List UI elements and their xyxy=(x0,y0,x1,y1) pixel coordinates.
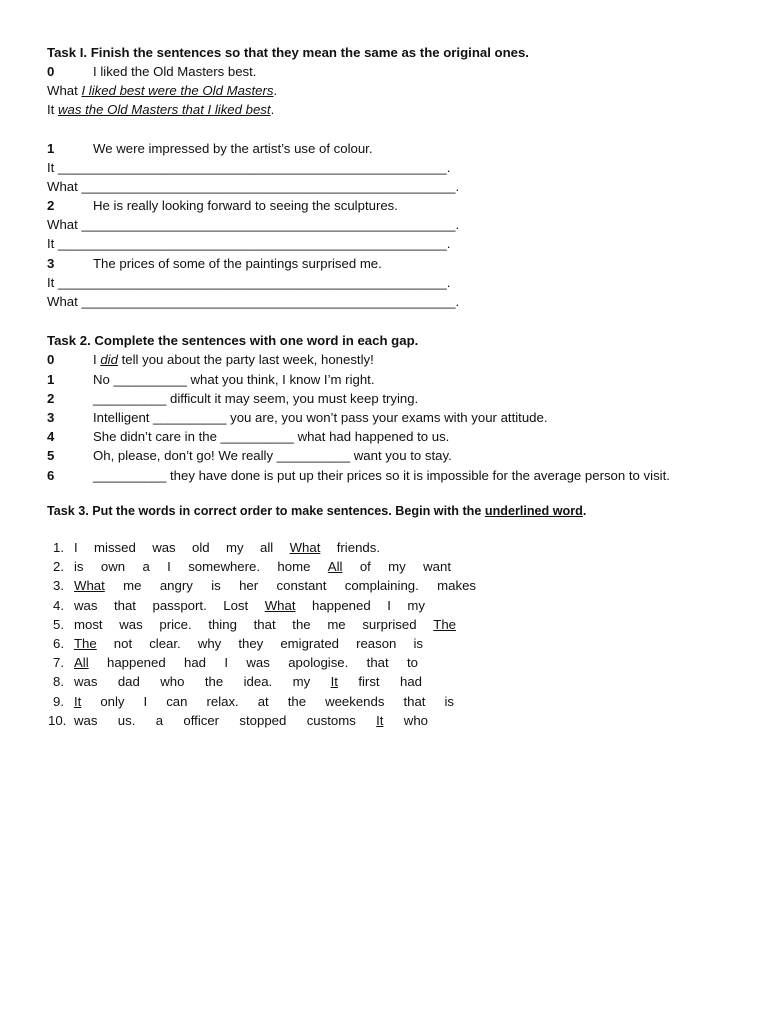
task3-word[interactable]: want xyxy=(423,559,451,575)
task3-word[interactable]: dad xyxy=(117,674,140,690)
task3-word[interactable]: is xyxy=(211,578,221,594)
task3-word[interactable]: relax. xyxy=(206,693,239,709)
task1-example-line1-end: . xyxy=(273,83,278,98)
task3-item-number: 7. xyxy=(53,655,64,671)
task3-word[interactable]: I xyxy=(74,540,78,555)
task3-heading-end: . xyxy=(582,504,587,518)
task3-word[interactable]: Lost xyxy=(223,597,249,613)
task1-answer-line[interactable]: It _____________________________________________________. xyxy=(47,236,451,251)
task3-word[interactable]: was xyxy=(119,616,143,632)
task3-word[interactable]: I xyxy=(387,597,391,613)
task3-word[interactable]: they xyxy=(238,636,264,651)
task3-word[interactable]: surprised xyxy=(362,616,417,632)
task3-start-word[interactable]: It xyxy=(376,712,384,728)
task1-item xyxy=(0,196,768,215)
task3-word[interactable]: officer xyxy=(183,712,220,728)
task3-word[interactable]: friends. xyxy=(336,540,380,555)
task3-word[interactable]: first xyxy=(358,674,380,690)
task3-word[interactable]: somewhere. xyxy=(188,559,261,575)
task2-example-after: tell you about the party last week, honestly! xyxy=(117,352,374,367)
task2-item-number: 1 xyxy=(47,372,55,387)
task3-item-number: 10. xyxy=(48,712,67,728)
task3-word[interactable]: was xyxy=(246,655,270,671)
task3-start-word[interactable]: All xyxy=(327,559,343,575)
task2-item-number: 3 xyxy=(47,410,55,425)
task3-item xyxy=(0,711,768,730)
task2-heading: Task 2. Complete the sentences with one word in each gap. xyxy=(47,333,419,348)
task3-start-word[interactable]: The xyxy=(74,636,97,651)
task3-word[interactable]: at xyxy=(257,693,269,709)
task3-word[interactable]: my xyxy=(292,674,311,690)
task3-word[interactable]: the xyxy=(287,693,307,709)
task3-start-word[interactable]: It xyxy=(74,693,82,709)
task3-start-word[interactable]: What xyxy=(74,578,105,594)
task2-item xyxy=(0,446,768,465)
task1-example-line2-answer: was the Old Masters that I liked best xyxy=(58,102,271,117)
task3-item xyxy=(0,692,768,711)
task2-item-number: 6 xyxy=(47,468,55,483)
task3-word[interactable]: I xyxy=(167,559,171,575)
task3-word[interactable]: why xyxy=(197,636,222,651)
task3-word[interactable]: customs xyxy=(306,712,356,728)
task3-word[interactable]: was xyxy=(74,597,98,613)
task3-word[interactable]: I xyxy=(224,655,229,671)
task3-heading-underlined: underlined word xyxy=(484,504,583,518)
task1-example-line1 xyxy=(47,81,277,100)
task3-heading-text: Task 3. Put the words in correct order to make sentences. Begin with the xyxy=(47,504,485,518)
task3-word[interactable]: price. xyxy=(159,616,192,632)
task1-item-number: 1 xyxy=(47,141,55,156)
task3-word[interactable]: happened xyxy=(312,597,371,613)
task1-example-line1-prefix: What xyxy=(47,83,82,98)
task3-word[interactable]: makes xyxy=(437,578,476,594)
task2-item-text[interactable]: She didn’t care in the __________ what had happened to us. xyxy=(93,429,450,444)
task1-example-line2-end: . xyxy=(270,102,275,117)
task3-word[interactable]: my xyxy=(226,540,244,555)
task3-word[interactable]: home xyxy=(277,559,311,575)
task1-item-number: 2 xyxy=(47,198,55,213)
task3-start-word[interactable]: It xyxy=(330,674,338,690)
task2-item xyxy=(0,408,768,427)
task3-item xyxy=(0,538,768,557)
task3-word[interactable]: is xyxy=(74,559,84,575)
task3-word[interactable]: most xyxy=(74,616,103,632)
task3-item-number: 8. xyxy=(53,674,64,690)
task3-word[interactable]: me xyxy=(327,616,346,632)
task3-item-number: 2. xyxy=(53,559,64,575)
task2-item-number: 2 xyxy=(47,391,55,406)
task3-word[interactable]: is xyxy=(444,693,454,709)
task2-item-text[interactable]: Oh, please, don’t go! We really __________ want you to stay. xyxy=(93,448,452,463)
task3-word[interactable]: to xyxy=(407,655,418,671)
task2-item xyxy=(0,466,768,485)
task3-word[interactable]: is xyxy=(413,636,423,651)
task3-word[interactable]: reason xyxy=(356,636,397,651)
task1-answer-line[interactable]: What ___________________________________________________. xyxy=(47,179,460,194)
task1-example-sentence: I liked the Old Masters best. xyxy=(93,64,257,79)
task3-word[interactable]: I xyxy=(143,693,148,709)
task3-item-number: 9. xyxy=(53,693,64,709)
task3-word[interactable]: who xyxy=(403,712,428,728)
task2-item-text[interactable]: __________ difficult it may seem, you must keep trying. xyxy=(93,391,419,406)
task3-start-word[interactable]: What xyxy=(264,597,296,613)
task3-word[interactable]: was xyxy=(152,540,176,555)
task3-word[interactable]: emigrated xyxy=(280,636,339,651)
task1-answer-line[interactable]: What ___________________________________________________. xyxy=(47,217,460,232)
task1-item xyxy=(0,139,768,158)
task3-item xyxy=(0,557,768,576)
task1-answer-line[interactable]: What ___________________________________________________. xyxy=(47,294,460,309)
task2-item-number: 4 xyxy=(47,429,55,444)
task2-item xyxy=(0,427,768,446)
task3-word[interactable]: a xyxy=(155,712,164,728)
task3-item-number: 5. xyxy=(53,616,64,632)
task3-word[interactable]: the xyxy=(292,616,311,632)
task2-item xyxy=(0,370,768,389)
task3-word[interactable]: my xyxy=(407,597,425,613)
task3-word[interactable]: weekends xyxy=(325,693,385,709)
task3-word[interactable]: that xyxy=(403,693,426,709)
task3-word[interactable]: a xyxy=(142,559,150,575)
task3-word[interactable]: that xyxy=(113,597,136,613)
task1-example-number: 0 xyxy=(47,64,55,79)
task2-item-text[interactable]: __________ they have done is put up their prices so it is impossible for the average person to visit. xyxy=(93,468,670,483)
task1-example-line1-answer: I liked best were the Old Masters xyxy=(81,83,274,98)
task3-word[interactable]: that xyxy=(366,655,389,671)
task3-word[interactable]: of xyxy=(359,559,371,575)
task3-word[interactable]: all xyxy=(260,540,274,555)
task3-item-number: 3. xyxy=(53,578,64,594)
task1-example-line2-prefix: It xyxy=(47,102,58,117)
task3-word[interactable]: not xyxy=(113,636,133,651)
task3-word[interactable]: had xyxy=(184,655,207,671)
task3-word[interactable]: my xyxy=(388,559,406,575)
task1-heading: Task I. Finish the sentences so that they mean the same as the original ones. xyxy=(47,45,529,60)
task3-item xyxy=(0,596,768,615)
task3-word[interactable]: that xyxy=(253,616,276,632)
task3-word[interactable]: clear. xyxy=(149,636,181,651)
task3-word[interactable]: happened xyxy=(106,655,166,671)
task3-start-word[interactable]: All xyxy=(74,655,89,671)
task3-heading xyxy=(47,502,586,521)
task3-word[interactable]: thing xyxy=(208,616,237,632)
task1-item-sentence: We were impressed by the artist’s use of colour. xyxy=(93,141,373,156)
task1-item-sentence: The prices of some of the paintings surprised me. xyxy=(93,256,382,271)
task3-item-number: 6. xyxy=(53,636,64,651)
task1-example-row xyxy=(0,62,768,81)
task1-item-number: 3 xyxy=(47,256,55,271)
task2-example-before: I xyxy=(93,352,101,367)
task3-word[interactable]: was xyxy=(74,674,98,690)
task3-item xyxy=(0,634,768,653)
task3-word[interactable]: can xyxy=(166,693,188,709)
task3-item-number: 1. xyxy=(53,540,64,555)
task1-example-line2 xyxy=(47,100,274,119)
task3-item xyxy=(0,653,768,672)
task3-word[interactable]: angry xyxy=(159,578,193,594)
task2-item-text[interactable]: No __________ what you think, I know I’m right. xyxy=(93,372,375,387)
task3-word[interactable]: the xyxy=(204,674,224,690)
task3-word[interactable]: own xyxy=(100,559,126,575)
task2-item-number: 5 xyxy=(47,448,55,463)
task3-word[interactable]: missed xyxy=(94,540,136,555)
task3-start-word[interactable]: What xyxy=(289,540,321,555)
task3-word[interactable]: only xyxy=(100,693,125,709)
task1-item xyxy=(0,254,768,273)
task3-word[interactable]: old xyxy=(192,540,210,555)
task3-word[interactable]: idea. xyxy=(243,674,273,690)
task3-word[interactable]: us. xyxy=(117,712,136,728)
task3-word[interactable]: constant xyxy=(276,578,327,594)
task3-item xyxy=(0,615,768,634)
task3-word[interactable]: stopped xyxy=(239,712,287,728)
task2-item xyxy=(0,389,768,408)
task3-word[interactable]: her xyxy=(239,578,259,594)
task3-word[interactable]: me xyxy=(123,578,142,594)
task3-word[interactable]: who xyxy=(160,674,185,690)
task2-example-answer: did xyxy=(100,352,118,367)
task3-word[interactable]: had xyxy=(399,674,422,690)
task3-word[interactable]: complaining. xyxy=(344,578,419,594)
task2-example-number: 0 xyxy=(47,352,55,367)
task1-answer-line[interactable]: It _____________________________________________________. xyxy=(47,160,451,175)
task3-start-word[interactable]: The xyxy=(433,616,456,632)
task2-item-text[interactable]: Intelligent __________ you are, you won’t pass your exams with your attitude. xyxy=(93,410,548,425)
task1-item-sentence: He is really looking forward to seeing the sculptures. xyxy=(93,198,398,213)
task2-example-sentence xyxy=(93,350,374,369)
task1-answer-line[interactable]: It _____________________________________________________. xyxy=(47,275,451,290)
task2-example-row xyxy=(0,350,768,369)
task3-word[interactable]: passport. xyxy=(152,597,207,613)
task3-word[interactable]: apologise. xyxy=(288,655,349,671)
task3-item-number: 4. xyxy=(53,597,64,613)
task3-word[interactable]: was xyxy=(74,712,98,728)
task3-item xyxy=(0,672,768,691)
task3-item xyxy=(0,576,768,595)
